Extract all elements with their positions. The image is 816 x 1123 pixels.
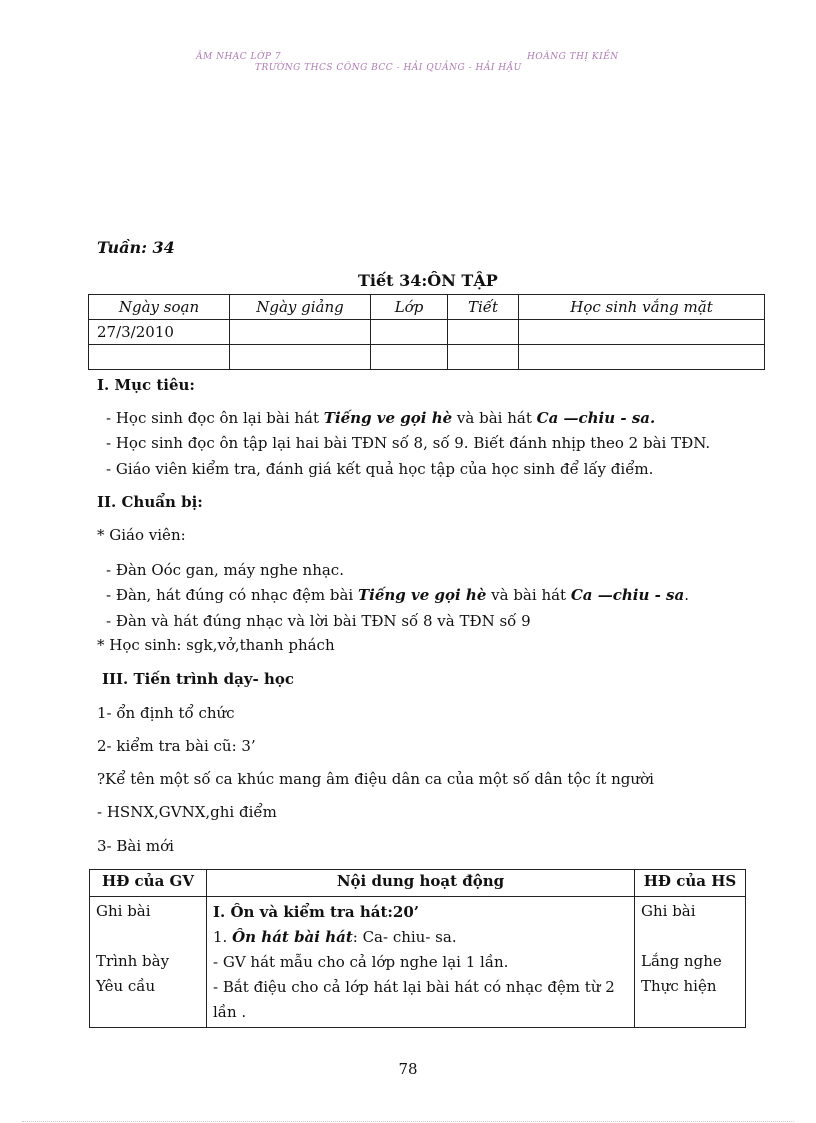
cell (230, 345, 371, 370)
teacher-item-text: - Đàn, hát đúng có nhạc đệm bài (106, 586, 358, 604)
song-title: Tiếng ve gọi hè (323, 409, 453, 427)
process-line: 2- kiểm tra bài cũ: 3’ (97, 737, 256, 755)
student-activity-cell (635, 897, 746, 1028)
col-teach-date: Ngày giảng (230, 295, 371, 320)
song-title: Ca —chiu - sa. (536, 409, 656, 427)
col-class: Lớp (371, 295, 448, 320)
process-line: 3- Bài mới (97, 837, 174, 855)
hs-line: Lắng nghe (641, 952, 722, 970)
preparation-title: II. Chuẩn bị: (97, 493, 203, 511)
activity-header-row (90, 870, 746, 897)
col-prep-date: Ngày soạn (89, 295, 230, 320)
cell (448, 320, 519, 345)
content-sub-num: 1. (213, 928, 233, 946)
col-absent: Học sinh vắng mặt (519, 295, 765, 320)
gv-line (96, 924, 200, 949)
header-teacher: HOÀNG THỊ KIỀN (527, 52, 619, 62)
hs-line: Thực hiện (641, 977, 717, 995)
schedule-row (89, 320, 765, 345)
cell-prep-date: 27/3/2010 (89, 320, 230, 345)
lesson-title: Tiết 34:ÔN TẬP (358, 271, 498, 290)
cell (89, 345, 230, 370)
footer-divider (22, 1121, 794, 1122)
cell (448, 345, 519, 370)
objective-text: và bài hát (452, 409, 537, 427)
gv-line: Trình bày (96, 952, 170, 970)
process-line: - HSNX,GVNX,ghi điểm (97, 803, 277, 821)
teacher-label: * Giáo viên: (97, 526, 186, 544)
col-period: Tiết (448, 295, 519, 320)
content-title: I. Ôn và kiểm tra hát:20’ (213, 903, 420, 921)
activity-table (89, 869, 746, 1028)
song-title: Ca —chiu - sa (570, 586, 685, 604)
week-label: Tuần: 34 (97, 238, 175, 257)
objective-item (106, 409, 655, 427)
schedule-table (88, 294, 765, 370)
objective-item: - Học sinh đọc ôn tập lại hai bài TĐN số 8, số 9. Biết đánh nhịp theo 2 bài TĐN. (106, 434, 711, 452)
objective-item: - Giáo viên kiểm tra, đánh giá kết quả học tập của học sinh để lấy điểm. (106, 460, 654, 478)
header-school: TRƯỜNG THCS CÔNG BCC - HẢI QUẢNG - HẢI HẬU (255, 63, 522, 73)
content-sub-rest: : Ca- chiu- sa. (352, 928, 457, 946)
objectives-title: I. Mục tiêu: (97, 376, 195, 394)
cell (371, 345, 448, 370)
page-number: 78 (398, 1060, 418, 1078)
teacher-item (106, 586, 689, 604)
hs-line: Ghi bài (641, 902, 696, 920)
cell (519, 345, 765, 370)
process-line: ?Kể tên một số ca khúc mang âm điệu dân ca của một số dân tộc ít người (97, 770, 654, 788)
teacher-item-text: . (684, 586, 689, 604)
process-title: III. Tiến trình dạy- học (102, 670, 295, 688)
activity-row (90, 897, 746, 1028)
student-prep: * Học sinh: sgk,vở,thanh phách (97, 636, 335, 654)
teacher-item: - Đàn Oóc gan, máy nghe nhạc. (106, 561, 344, 579)
cell (371, 320, 448, 345)
header-subject: ÂM NHẠC LỚP 7 (196, 52, 282, 62)
teacher-item-text: và bài hát (486, 586, 571, 604)
process-line: 1- ổn định tổ chức (97, 704, 235, 722)
content-sub-emph: Ôn hát bài hát (232, 928, 353, 946)
content-cell (207, 897, 635, 1028)
col-content: Nội dung hoạt động (207, 870, 635, 897)
cell (230, 320, 371, 345)
hs-line (641, 924, 739, 949)
teacher-activity-cell (90, 897, 207, 1028)
teacher-item: - Đàn và hát đúng nhạc và lời bài TĐN số 8 và TĐN số 9 (106, 612, 531, 630)
col-teacher-activity: HĐ của GV (90, 870, 207, 897)
objective-text: - Học sinh đọc ôn lại bài hát (106, 409, 324, 427)
content-line: - GV hát mẫu cho cả lớp nghe lại 1 lần. (213, 953, 509, 971)
gv-line: Ghi bài (96, 902, 151, 920)
schedule-row (89, 345, 765, 370)
cell (519, 320, 765, 345)
col-student-activity: HĐ của HS (635, 870, 746, 897)
schedule-header-row (89, 295, 765, 320)
gv-line: Yêu cầu (96, 977, 156, 995)
content-line: - Bắt điệu cho cả lớp hát lại bài hát có nhạc đệm từ 2 lần . (213, 978, 615, 1021)
content-subtitle (213, 925, 628, 950)
song-title: Tiếng ve gọi hè (358, 586, 487, 604)
